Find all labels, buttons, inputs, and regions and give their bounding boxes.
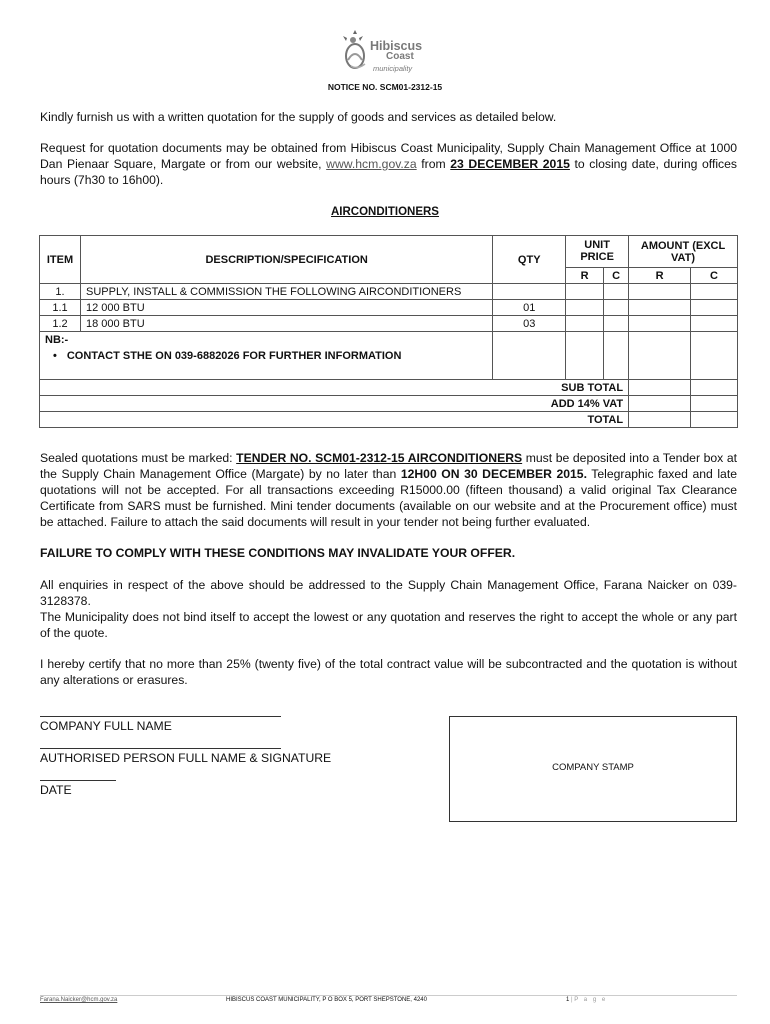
row-cell (604, 300, 629, 316)
logo-word-hibiscus: Hibiscus (370, 39, 423, 53)
header-amount: AMOUNT (EXCL VAT) (629, 236, 738, 268)
tender-number: TENDER NO. SCM01-2312-15 AIRCONDITIONERS (236, 451, 523, 465)
row-description: SUPPLY, INSTALL & COMMISSION THE FOLLOWING AIRCONDITIONERS (80, 284, 492, 300)
table-row (40, 300, 738, 316)
section-title: AIRCONDITIONERS (331, 206, 439, 218)
total-rand (629, 412, 691, 428)
row-cell (566, 300, 604, 316)
date-label: DATE (40, 783, 72, 797)
deadline: 12H00 ON 30 DECEMBER 2015. (400, 467, 587, 481)
row-cell (629, 332, 691, 380)
sealed-text-2: must be deposited into a Tender box at the Supply Chain Management Office (Margate) by no later than (40, 451, 738, 481)
vat-rand (629, 396, 691, 412)
company-stamp-label: COMPANY STAMP (552, 762, 634, 773)
municipality-clause: The Municipality does not bind itself to accept the lowest or any quotation and reserves the right to accept the whole or any part of the quote. (40, 610, 737, 640)
subtotal-rand (629, 380, 691, 396)
header-unit-price: UNIT PRICE (566, 236, 629, 268)
row-description: 12 000 BTU (80, 300, 492, 316)
nb-row (40, 332, 738, 380)
subtotal-cents (691, 380, 738, 396)
row-cell (604, 316, 629, 332)
authorised-line (40, 748, 281, 749)
row-cell (566, 316, 604, 332)
row-cell (604, 284, 629, 300)
quotation-table (39, 235, 738, 428)
enquiries-paragraph: All enquiries in respect of the above should be addressed to the Supply Chain Management Office, Farana Naicker on 039-3128378. (40, 578, 737, 608)
unit-price-rand: R (566, 268, 604, 284)
row-item: 1.1 (40, 300, 81, 316)
row-qty: 01 (493, 300, 566, 316)
row-cell (691, 300, 738, 316)
table-row (40, 284, 738, 300)
footer-email-link[interactable]: Farana.Naicker@hcm.gov.za (40, 997, 118, 1003)
amount-rand: R (629, 268, 691, 284)
vat-row (40, 396, 738, 412)
vat-label: ADD 14% VAT (40, 396, 629, 412)
footer-divider (40, 995, 737, 996)
request-paragraph (40, 140, 737, 188)
table-header-row (40, 236, 738, 268)
certify-paragraph: I hereby certify that no more than 25% (twenty five) of the total contract value will be subcontracted and the quotation is without any alterations or erasures. (40, 657, 737, 687)
row-cell (604, 332, 629, 380)
row-cell (691, 332, 738, 380)
total-cents (691, 412, 738, 428)
row-cell (629, 300, 691, 316)
row-cell (629, 316, 691, 332)
website-link[interactable]: www.hcm.gov.za (326, 157, 417, 171)
intro-paragraph: Kindly furnish us with a written quotation for the supply of goods and services as detailed below. (40, 110, 557, 124)
request-text-2: from (421, 157, 446, 171)
authorised-label: AUTHORISED PERSON FULL NAME & SIGNATURE (40, 751, 332, 765)
hibiscus-flower-icon (343, 30, 373, 74)
row-qty (493, 284, 566, 300)
request-text-1: Request for quotation documents may be obtained from Hibiscus Coast Municipality, Supply Chain Management Office at 1000 Dan Pienaar Square, Margate or from our website, (40, 141, 737, 171)
row-item: 1.2 (40, 316, 81, 332)
row-cell (691, 316, 738, 332)
municipality-logo (343, 30, 443, 76)
notice-number: NOTICE NO. SCM01-2312-15 (327, 82, 443, 92)
subtotal-label: SUB TOTAL (40, 380, 629, 396)
row-cell (691, 284, 738, 300)
company-name-label: COMPANY FULL NAME (40, 719, 172, 733)
failure-warning: FAILURE TO COMPLY WITH THESE CONDITIONS MAY INVALIDATE YOUR OFFER. (40, 546, 516, 560)
logo-word-coast: Coast (386, 51, 414, 62)
header-qty: QTY (493, 236, 566, 284)
logo-word-municipality: municipality (373, 64, 413, 73)
sealed-paragraph (40, 450, 737, 530)
footer-address: HIBISCUS COAST MUNICIPALITY, P O BOX 5, PORT SHEPSTONE, 4240 (226, 997, 427, 1003)
total-label: TOTAL (40, 412, 629, 428)
nb-label: NB:- (45, 334, 69, 346)
nb-cell (40, 332, 493, 380)
sealed-text-3: Telegraphic faxed and late quotations will not be accepted. For all transactions exceeding R15000.00 (fifteen thousand) a valid original Tax Clearance Certificate from SARS must be furnished. Mini tender documents (available on our website and at the Procurement office) must be attached. Failure to attach the said documents will result in your tender not being further evaluated. (40, 467, 737, 529)
row-cell (566, 284, 604, 300)
sealed-text-1: Sealed quotations must be marked: (40, 451, 233, 465)
request-text-3: to closing date, during offices hours (7h30 to 16h00). (40, 157, 738, 187)
table-row (40, 316, 738, 332)
row-cell (493, 332, 566, 380)
row-cell (629, 284, 691, 300)
page-label: P a g e (574, 997, 608, 1003)
footer-page: 1 | P a g e (566, 997, 608, 1003)
subtotal-row (40, 380, 738, 396)
bullet-icon: • (53, 350, 57, 362)
page-number: 1 (566, 997, 570, 1003)
vat-cents (691, 396, 738, 412)
header-description: DESCRIPTION/SPECIFICATION (80, 236, 492, 284)
amount-cents: C (691, 268, 738, 284)
unit-price-cents: C (604, 268, 629, 284)
header-item: ITEM (40, 236, 81, 284)
contact-note (53, 350, 487, 362)
date-line (40, 780, 116, 781)
row-cell (566, 332, 604, 380)
total-row (40, 412, 738, 428)
row-qty: 03 (493, 316, 566, 332)
company-stamp-box (449, 716, 737, 822)
company-name-line (40, 716, 281, 717)
request-date: 23 DECEMBER 2015 (450, 157, 570, 171)
row-description: 18 000 BTU (80, 316, 492, 332)
contact-text: CONTACT STHE ON 039-6882026 FOR FURTHER INFORMATION (66, 350, 402, 362)
row-item: 1. (40, 284, 81, 300)
